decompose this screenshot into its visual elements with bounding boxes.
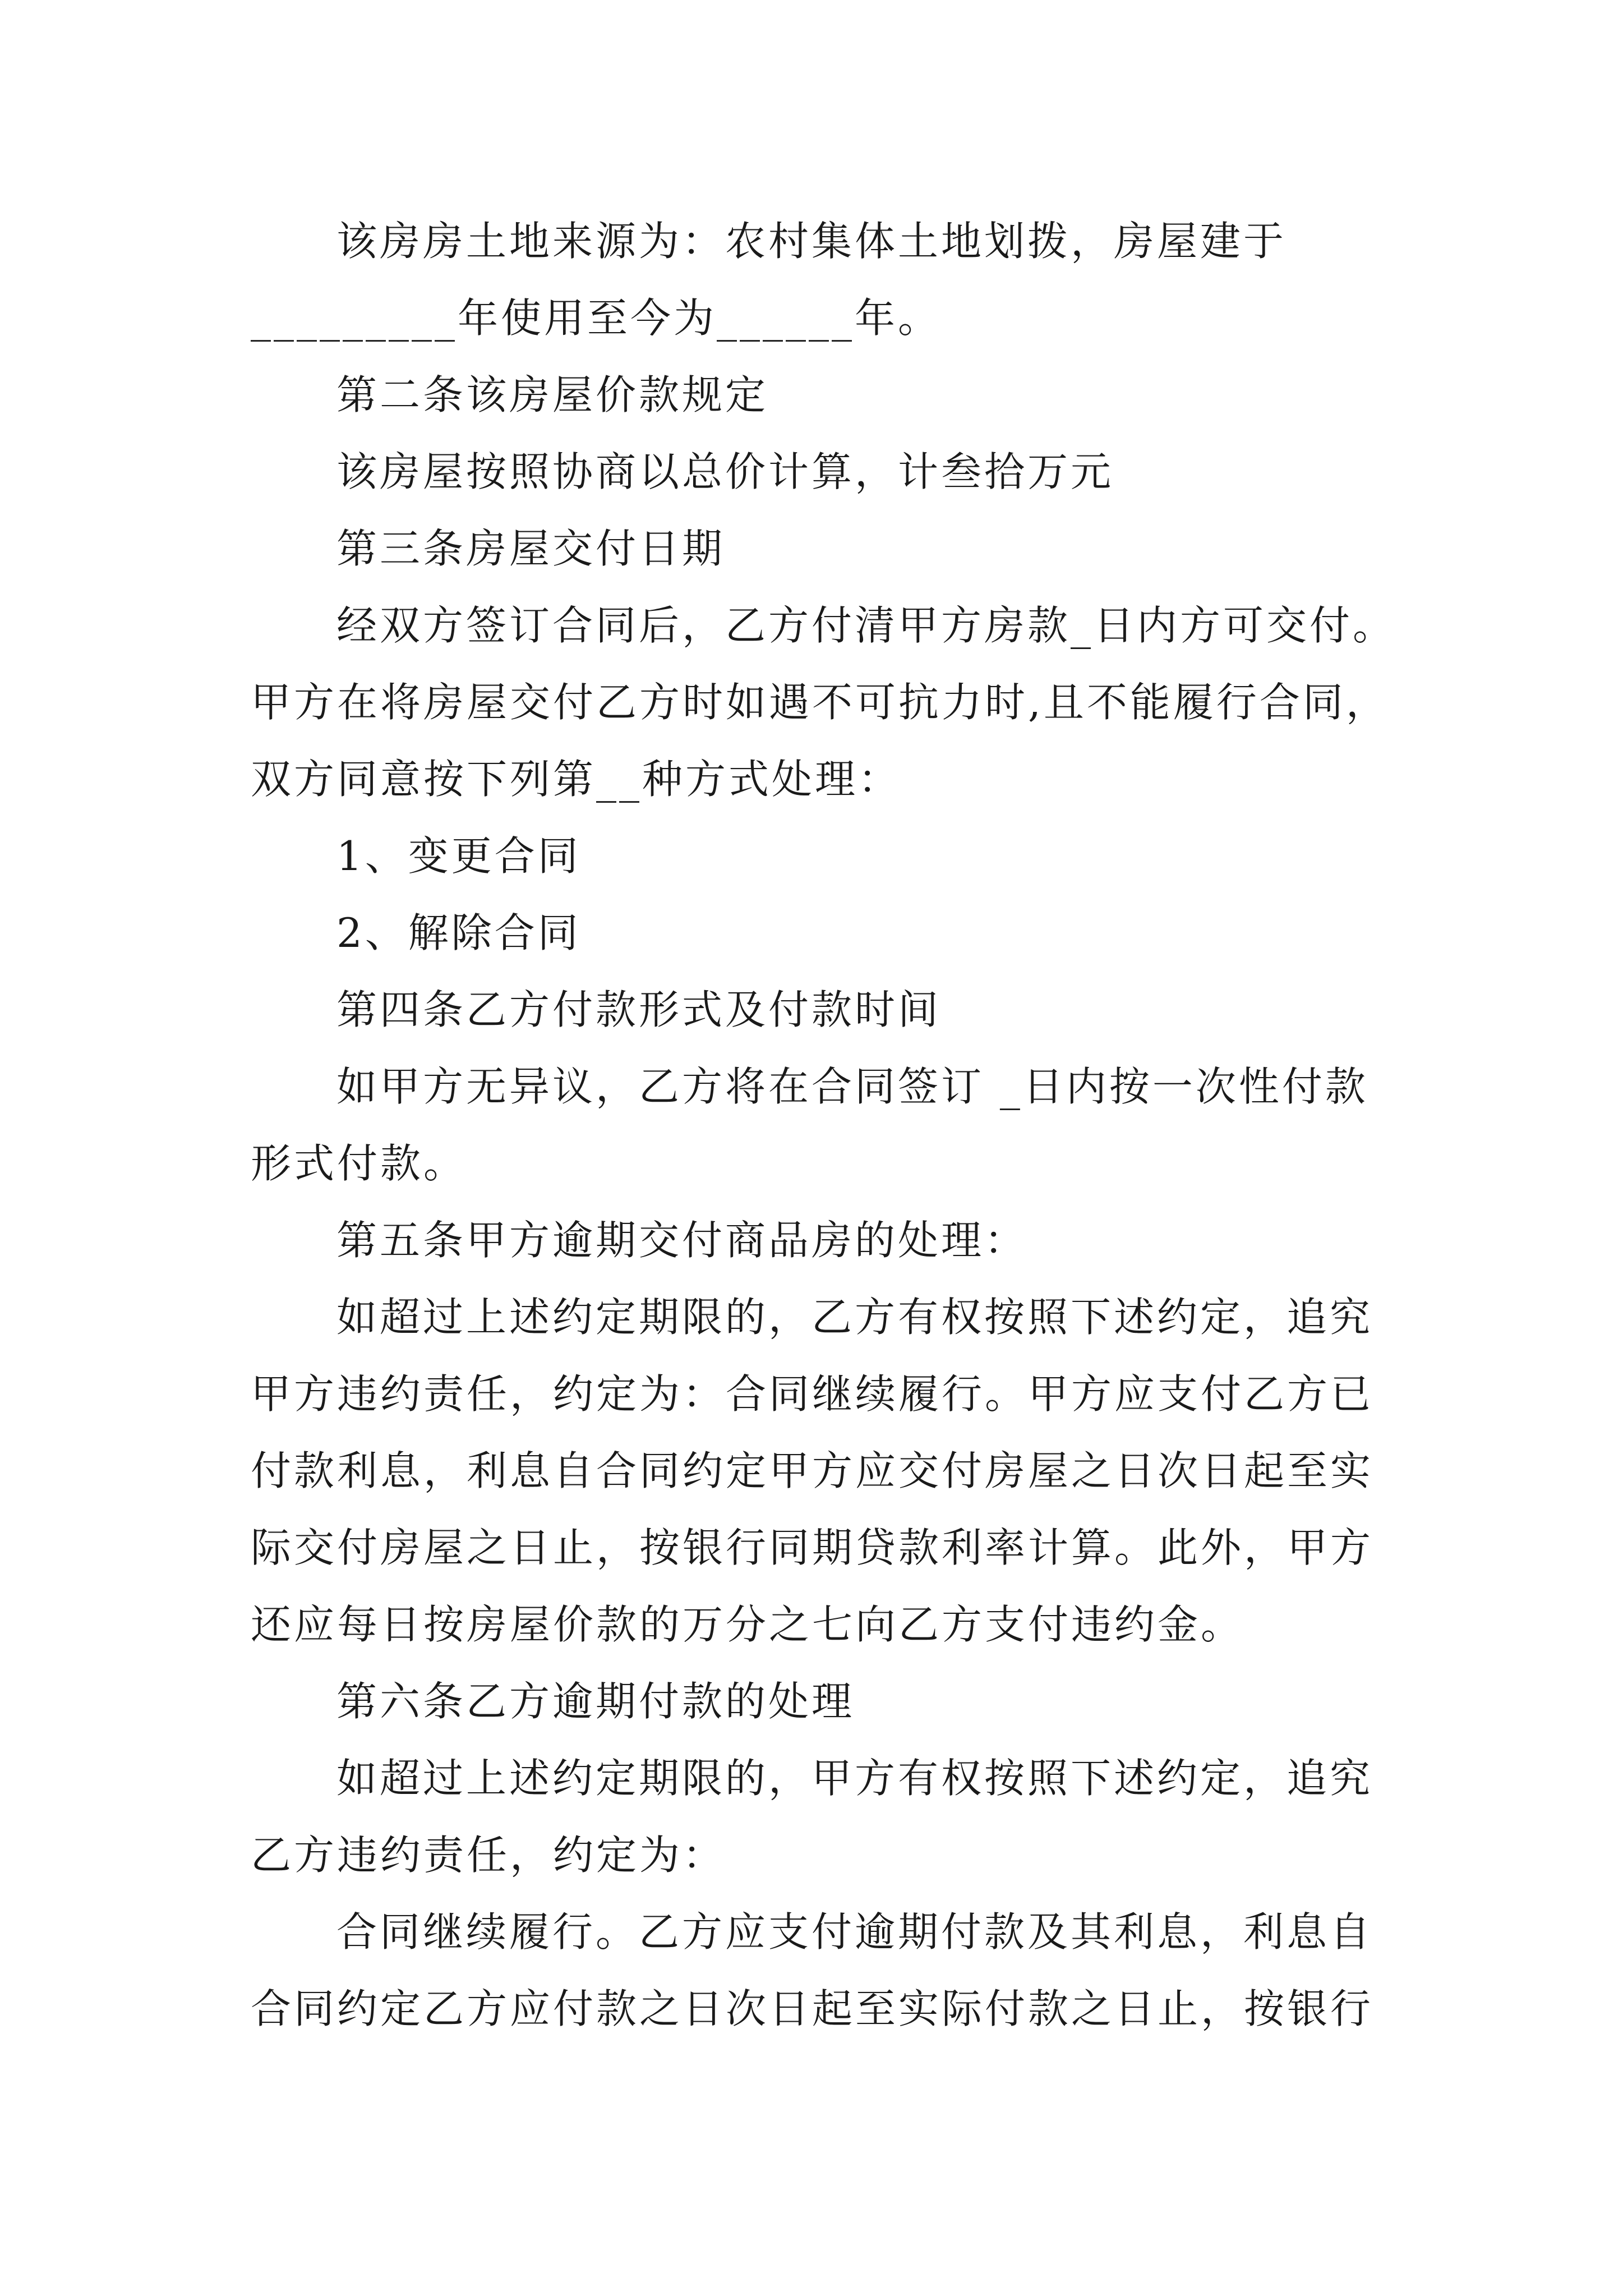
section-heading: 第四条乙方付款形式及付款时间 <box>336 986 942 1033</box>
list-item: 1、变更合同 <box>336 832 581 880</box>
paragraph-line: 付款利息，利息自合同约定甲方应交付房屋之日次日起至实 <box>251 1447 1374 1494</box>
paragraph-line: 甲方在将房屋交付乙方时如遇不可抗力时,且不能履行合同， <box>251 679 1389 726</box>
paragraph-line: 乙方违约责任，约定为： <box>251 1832 726 1879</box>
section-heading: 第五条甲方逾期交付商品房的处理： <box>336 1217 1028 1264</box>
paragraph-line: 甲方违约责任，约定为：合同继续履行。甲方应支付乙方已 <box>251 1370 1374 1418</box>
paragraph-line: 合同约定乙方应付款之日次日起至实际付款之日止，按银行 <box>251 1985 1374 2032</box>
paragraph-line: _________年使用至今为______年。 <box>251 295 942 342</box>
section-heading: 第六条乙方逾期付款的处理 <box>336 1678 855 1725</box>
paragraph-line: 该房屋按照协商以总价计算，计叁拾万元 <box>336 448 1114 495</box>
paragraph-line: 际交付房屋之日止，按银行同期贷款利率计算。此外，甲方 <box>251 1524 1374 1571</box>
list-item: 2、解除合同 <box>336 909 581 956</box>
section-heading: 第三条房屋交付日期 <box>336 525 726 572</box>
paragraph-line: 如超过上述约定期限的，甲方有权按照下述约定，追究 <box>336 1755 1373 1802</box>
section-heading: 第二条该房屋价款规定 <box>336 371 769 418</box>
paragraph-line: 形式付款。 <box>251 1140 467 1187</box>
paragraph-line: 合同继续履行。乙方应支付逾期付款及其利息，利息自 <box>336 1908 1373 1955</box>
paragraph-line: 还应每日按房屋价款的万分之七向乙方支付违约金。 <box>251 1601 1244 1648</box>
paragraph-line: 如甲方无异议，乙方将在合同签订 _日内按一次性付款 <box>336 1063 1368 1110</box>
paragraph-line: 经双方签订合同后，乙方付清甲方房款_日内方可交付。 <box>336 602 1396 649</box>
paragraph-line: 如超过上述约定期限的，乙方有权按照下述约定，追究 <box>336 1294 1373 1341</box>
paragraph-line: 该房房土地来源为：农村集体土地划拨，房屋建于 <box>336 218 1287 265</box>
paragraph-line: 双方同意按下列第__种方式处理： <box>251 756 902 803</box>
